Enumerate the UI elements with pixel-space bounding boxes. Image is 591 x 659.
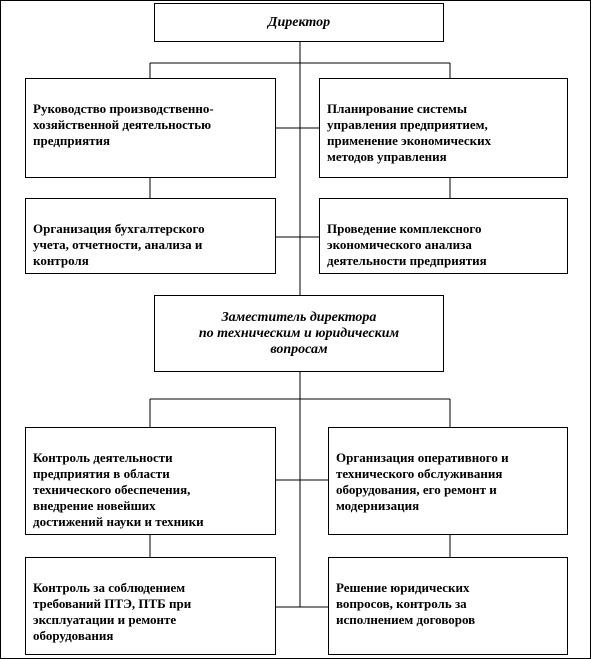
deputy-title: Заместитель директора по техническим и юридическим вопросам [198,309,400,357]
node-planning [319,78,568,178]
node-deputy-director [154,295,444,372]
node-production-management [25,78,276,178]
node-technical-control-text: Контроль деятельности предприятия в области технического обеспечения, внедрение новейших достижений науки и техники [33,450,204,529]
node-safety-compliance [25,557,276,655]
node-accounting-text: Организация бухгалтерского учета, отчетности, анализа и контроля [33,221,205,268]
director-title: Директор [267,14,331,30]
node-economic-analysis-text: Проведение комплексного экономического анализа деятельности предприятия [327,221,487,268]
node-production-management-text: Руководство производственно- хозяйственной деятельностью предприятия [33,101,214,148]
node-technical-control [25,427,276,535]
node-legal-text: Решение юридических вопросов, контроль за исполнением договоров [336,580,476,627]
node-accounting [25,198,276,274]
node-economic-analysis [319,198,568,274]
node-director [154,3,444,42]
node-safety-compliance-text: Контроль за соблюдением требований ПТЭ, ПТБ при эксплуатации и ремонте оборудования [33,580,192,643]
node-legal [328,557,568,655]
node-maintenance [328,427,568,535]
node-maintenance-text: Организация оперативного и технического обслуживания оборудования, его ремонт и модернизация [336,450,509,513]
node-planning-text: Планирование системы управления предприятием, применение экономических методов управления [327,101,492,164]
